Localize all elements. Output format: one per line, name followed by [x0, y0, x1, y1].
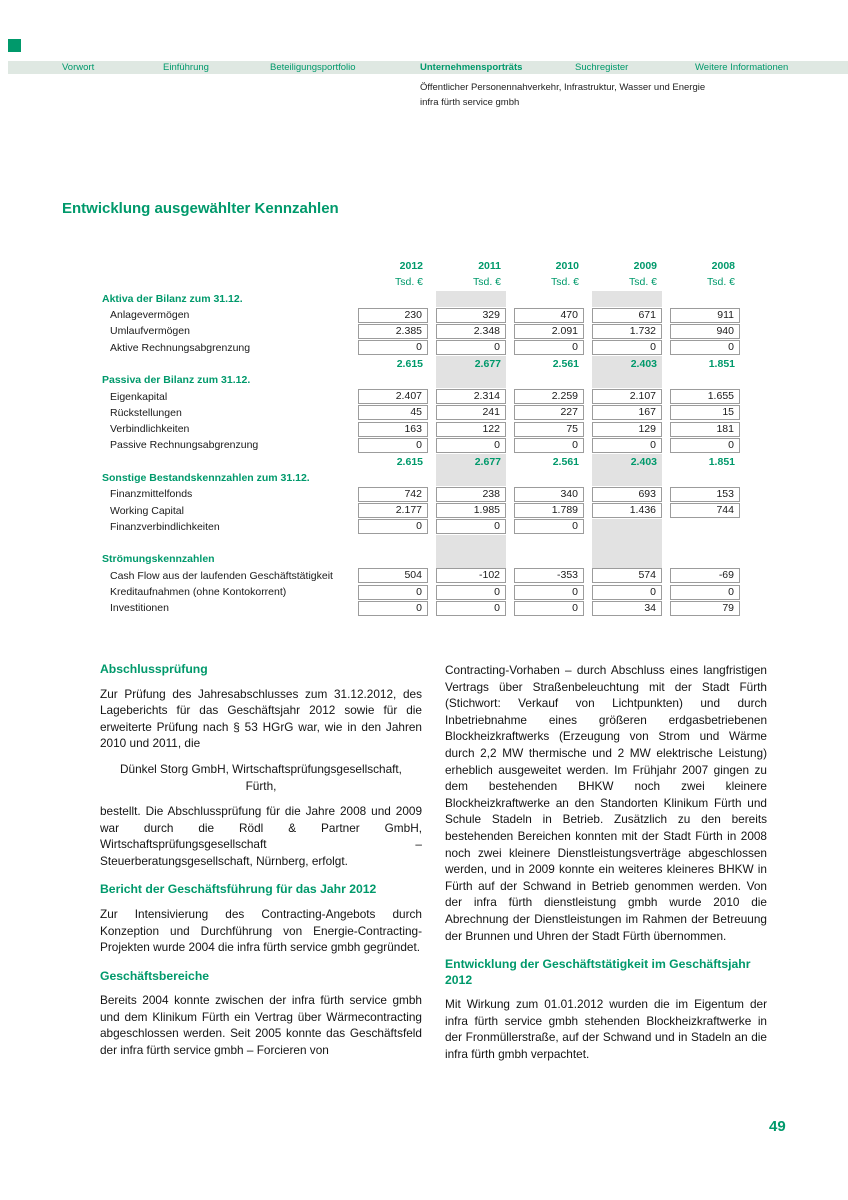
value-cell: -69 — [670, 568, 740, 583]
table-row — [100, 519, 748, 535]
table-row — [100, 535, 748, 551]
value-cell: 0 — [436, 519, 506, 534]
value-cell: 122 — [436, 422, 506, 437]
value-cell: 340 — [514, 487, 584, 502]
heading-bericht-geschaeftsfuehrung: Bericht der Geschäftsführung für das Jahr 2012 — [100, 882, 377, 897]
value-cell — [514, 372, 584, 388]
value-cell — [436, 470, 506, 486]
value-cell: 238 — [436, 487, 506, 502]
row-label: Strömungskennzahlen — [102, 553, 215, 566]
paragraph: Contracting-Vorhaben – durch Abschluss eines langfristigen Vertrags über Straßenbeleuchtung mit der Stadt Fürth (Stichwort: Verkauf von Lichtpunkten) und durch Inbetriebnahme eines größeren erdgasbetriebenen Blockheizkraftwerks (Erzeugung von Strom und Wärme durch 2,2 MW thermische und 2 MW elektrische Leistung) erheblich ausgeweitet werden. Im Frühjahr 2007 gingen zu dem bestehenden BHKW noch zwei kleinere Blockheizkraftwerke an den Standorten Klinikum Fürth und Schule Stadeln in Betrieb. Zusätzlich zu den bereits bestehenden Bereichen konnten mit der Stadt Fürth in 2008 noch zwei kleinere Dienstleistungsverträge abgeschlossen werden, und in 2009 konnte ein weiteres kleineres BHKW in Fürth auf der Schwand in Betrieb genommen werden. Von der infra fürth dienstleistung gmbh wurde 2010 die Abrechnung der Dienstleistungen im Rahmen der Betreuung der Brunnen und Uhren der Stadt Fürth übernommen. — [445, 663, 767, 943]
breadcrumb — [420, 80, 705, 110]
table-row — [100, 356, 748, 372]
table-row — [100, 454, 748, 470]
heading-geschaeftsbereiche: Geschäftsbereiche — [100, 968, 210, 983]
value-cell: 0 — [670, 585, 740, 600]
year-header: 2010 — [555, 260, 579, 272]
value-cell: 230 — [358, 308, 428, 323]
value-cell: 45 — [358, 405, 428, 420]
value-cell: 1.851 — [708, 455, 735, 468]
page-number: 49 — [769, 1118, 786, 1135]
value-cell: 79 — [670, 601, 740, 616]
row-label: Passiva der Bilanz zum 31.12. — [102, 374, 251, 387]
value-cell: 2.385 — [358, 324, 428, 339]
value-cell: 0 — [514, 438, 584, 453]
nav-item-suchregister[interactable]: Suchregister — [575, 62, 629, 73]
value-cell: 34 — [592, 601, 662, 616]
value-cell: 0 — [358, 601, 428, 616]
value-cell: 574 — [592, 568, 662, 583]
unit-label: Tsd. € — [394, 276, 423, 289]
row-label: Umlaufvermögen — [110, 325, 190, 338]
value-cell: 0 — [514, 340, 584, 355]
value-cell: 2.561 — [552, 455, 579, 468]
year-header: 2009 — [633, 260, 657, 272]
value-cell: 0 — [670, 340, 740, 355]
value-cell — [436, 291, 506, 307]
row-label: Finanzmittelfonds — [110, 488, 193, 501]
table-unit-row — [100, 274, 748, 290]
value-cell — [670, 291, 740, 307]
value-cell: 1.655 — [670, 389, 740, 404]
value-cell: 742 — [358, 487, 428, 502]
table-row — [100, 502, 748, 518]
value-cell — [670, 372, 740, 388]
year-header: 2011 — [478, 260, 501, 272]
value-cell: 0 — [514, 519, 584, 534]
value-cell — [592, 535, 662, 551]
unit-label: Tsd. € — [550, 276, 579, 289]
table-row — [100, 323, 748, 339]
value-cell: 0 — [436, 601, 506, 616]
table-row — [100, 421, 748, 437]
row-label: Cash Flow aus der laufenden Geschäftstätigkeit — [110, 569, 333, 582]
value-cell: 2.615 — [396, 357, 423, 370]
value-cell: 0 — [514, 601, 584, 616]
table-row — [100, 388, 748, 404]
table-row — [100, 339, 748, 355]
value-cell: 2.091 — [514, 324, 584, 339]
row-label: Aktiva der Bilanz zum 31.12. — [102, 292, 243, 305]
row-label: Kreditaufnahmen (ohne Kontokorrent) — [110, 586, 287, 599]
value-cell: 0 — [436, 340, 506, 355]
year-header: 2012 — [399, 260, 423, 272]
table-row — [100, 372, 748, 388]
value-cell — [436, 551, 506, 567]
unit-label: Tsd. € — [472, 276, 501, 289]
value-cell — [514, 291, 584, 307]
year-header: 2008 — [711, 260, 735, 272]
value-cell: 504 — [358, 568, 428, 583]
value-cell: -102 — [436, 568, 506, 583]
value-cell: 2.348 — [436, 324, 506, 339]
row-label: Aktive Rechnungsabgrenzung — [110, 341, 251, 354]
value-cell: 0 — [436, 438, 506, 453]
row-label: Finanzverbindlichkeiten — [110, 520, 220, 533]
row-label: Working Capital — [110, 504, 184, 517]
table-row — [100, 584, 748, 600]
nav-item-beteiligungsportfolio[interactable]: Beteiligungsportfolio — [270, 62, 356, 73]
corner-marker — [8, 39, 21, 52]
value-cell: 0 — [358, 340, 428, 355]
paragraph: Mit Wirkung zum 01.01.2012 wurden die im Eigentum der infra fürth service gmbh stehenden Blockheizkraftwerke in der Fronmüllerstraße, auf der Schwand und in Stadeln an die infra fürth gmbh verpachtet. — [445, 997, 767, 1061]
value-cell: 911 — [670, 308, 740, 323]
nav-item-weitere-informationen[interactable]: Weitere Informationen — [695, 62, 789, 73]
value-cell: 227 — [514, 405, 584, 420]
value-cell: 153 — [670, 487, 740, 502]
paragraph: Bereits 2004 konnte zwischen der infra fürth service gmbh und dem Klinikum Fürth ein Vertrag über Wärmecontracting abgeschlossen werden. Seit 2005 konnte das Geschäftsfeld der infra fürth service gmbh – Forcieren von — [100, 993, 422, 1057]
value-cell — [436, 535, 506, 551]
text-column-left — [100, 662, 422, 1068]
value-cell — [592, 519, 662, 535]
value-cell — [358, 470, 428, 486]
value-cell: 0 — [592, 585, 662, 600]
table-row — [100, 307, 748, 323]
value-cell: 0 — [358, 438, 428, 453]
value-cell: 1.851 — [708, 357, 735, 370]
value-cell: 241 — [436, 405, 506, 420]
value-cell — [358, 551, 428, 567]
value-cell — [592, 291, 662, 307]
table-year-row — [100, 258, 748, 274]
value-cell: 75 — [514, 422, 584, 437]
value-cell — [436, 372, 506, 388]
value-cell — [592, 551, 662, 567]
value-cell: 2.677 — [436, 356, 506, 372]
unit-label: Tsd. € — [628, 276, 657, 289]
value-cell — [670, 519, 740, 535]
page-title: Entwicklung ausgewählter Kennzahlen — [62, 200, 339, 217]
table-row — [100, 600, 748, 616]
value-cell: 1.789 — [514, 503, 584, 518]
row-label: Investitionen — [110, 602, 169, 615]
auditor-name: Dünkel Storg GmbH, Wirtschaftsprüfungsgesellschaft, — [120, 761, 402, 776]
value-cell: 163 — [358, 422, 428, 437]
heading-abschlusspruefung: Abschlussprüfung — [100, 662, 208, 676]
top-navigation — [8, 61, 848, 74]
value-cell: 129 — [592, 422, 662, 437]
value-cell: 329 — [436, 308, 506, 323]
value-cell: 0 — [358, 585, 428, 600]
row-label: Rückstellungen — [110, 406, 182, 419]
value-cell — [592, 470, 662, 486]
value-cell: 2.561 — [552, 357, 579, 370]
value-cell — [358, 372, 428, 388]
row-label: Anlagevermögen — [110, 309, 190, 322]
value-cell — [358, 291, 428, 307]
value-cell: 940 — [670, 324, 740, 339]
value-cell: 0 — [436, 585, 506, 600]
value-cell: 0 — [592, 438, 662, 453]
value-cell: 167 — [592, 405, 662, 420]
nav-item-vorwort[interactable]: Vorwort — [62, 62, 95, 73]
value-cell: 2.177 — [358, 503, 428, 518]
row-label: Sonstige Bestandskennzahlen zum 31.12. — [102, 472, 310, 484]
breadcrumb-category: Öffentlicher Personennahverkehr, Infrastruktur, Wasser und Energie — [420, 82, 706, 93]
text-column-right — [445, 662, 767, 1071]
value-cell: 0 — [358, 519, 428, 534]
value-cell: 1.436 — [592, 503, 662, 518]
nav-item-unternehmensportraets[interactable]: Unternehmensporträts — [420, 62, 523, 73]
value-cell — [670, 535, 740, 551]
value-cell: 2.107 — [592, 389, 662, 404]
nav-item-einfuehrung[interactable]: Einführung — [163, 62, 209, 73]
value-cell: 2.403 — [592, 454, 662, 470]
paragraph: Zur Prüfung des Jahresabschlusses zum 31.12.2012, des Lageberichts für das Geschäftsjahr 2012 sowie für die erweiterte Prüfung nach § 53 HGrG war, wie in den Jahren 2010 und 2011, die — [100, 686, 422, 751]
row-label: Eigenkapital — [110, 390, 168, 403]
value-cell: 2.407 — [358, 389, 428, 404]
value-cell: 15 — [670, 405, 740, 420]
value-cell — [514, 535, 584, 551]
value-cell — [358, 535, 428, 551]
unit-label: Tsd. € — [706, 276, 735, 289]
table-row — [100, 486, 748, 502]
paragraph: Zur Intensivierung des Contracting-Angebots durch Konzeption und Durchführung von Energie-Contracting-Projekten wurde 2004 die infra fürth service gmbh gegründet. — [100, 906, 422, 955]
value-cell: 0 — [670, 438, 740, 453]
value-cell — [514, 470, 584, 486]
table-row — [100, 291, 748, 307]
value-cell: 0 — [514, 585, 584, 600]
value-cell: 2.615 — [396, 455, 423, 468]
row-label: Verbindlichkeiten — [110, 423, 190, 436]
paragraph: bestellt. Die Abschlussprüfung für die Jahre 2008 und 2009 war durch die Rödl & Partner GmbH, Wirtschaftsprüfungsgesellschaft – Steuerberatungsgesellschaft, Nürnberg, erfolgt. — [100, 804, 422, 868]
heading-entwicklung-geschaeftstaetigkeit: Entwicklung der Geschäftstätigkeit im Geschäftsjahr 2012 — [445, 957, 751, 987]
table-row — [100, 470, 748, 486]
breadcrumb-company: infra fürth service gmbh — [420, 97, 520, 108]
value-cell: 2.259 — [514, 389, 584, 404]
value-cell — [514, 551, 584, 567]
value-cell — [592, 372, 662, 388]
value-cell: 744 — [670, 503, 740, 518]
auditor-city: Fürth, — [245, 779, 277, 794]
value-cell: 470 — [514, 308, 584, 323]
value-cell: 2.677 — [436, 454, 506, 470]
value-cell: -353 — [514, 568, 584, 583]
table-row — [100, 405, 748, 421]
row-label: Passive Rechnungsabgrenzung — [110, 439, 259, 452]
value-cell: 1.985 — [436, 503, 506, 518]
table-row — [100, 551, 748, 567]
table-row — [100, 568, 748, 584]
kennzahlen-table — [100, 258, 748, 617]
value-cell — [670, 470, 740, 486]
value-cell: 1.732 — [592, 324, 662, 339]
value-cell: 0 — [592, 340, 662, 355]
table-row — [100, 437, 748, 453]
value-cell: 2.314 — [436, 389, 506, 404]
value-cell: 671 — [592, 308, 662, 323]
value-cell: 2.403 — [592, 356, 662, 372]
value-cell — [670, 551, 740, 567]
value-cell: 693 — [592, 487, 662, 502]
value-cell: 181 — [670, 422, 740, 437]
